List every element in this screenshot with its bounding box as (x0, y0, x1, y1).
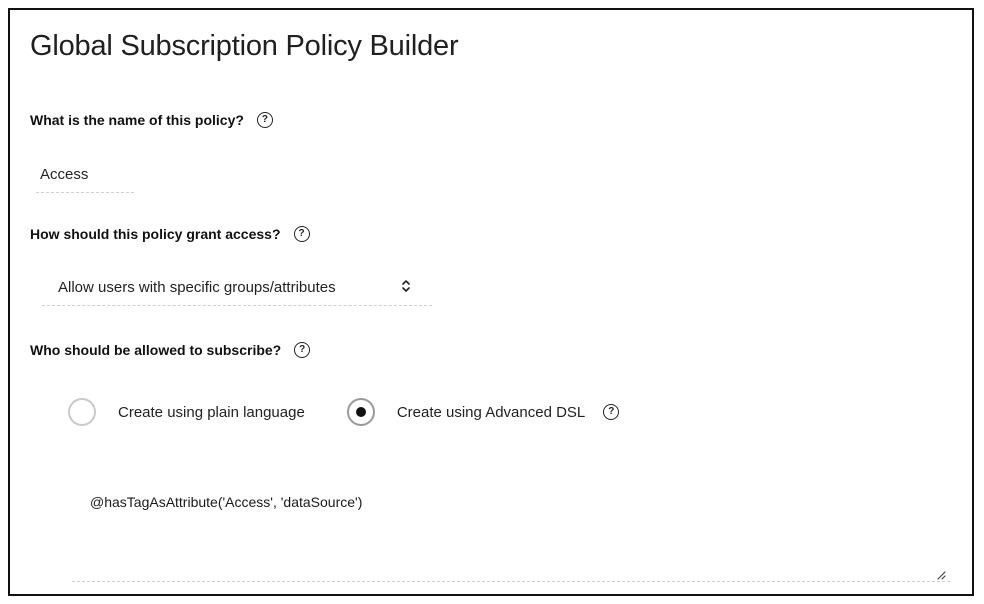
question-circle-icon[interactable]: ? (603, 404, 619, 420)
policy-mode-radio-group (68, 398, 619, 426)
policy-name-question-label: What is the name of this policy? (30, 112, 244, 128)
grant-access-selected-value: Allow users with specific groups/attributes (58, 279, 336, 296)
question-circle-icon[interactable]: ? (294, 226, 310, 242)
page-title: Global Subscription Policy Builder (30, 30, 459, 62)
subscribe-question-label: Who should be allowed to subscribe? (30, 342, 282, 358)
resize-handle-icon[interactable] (936, 570, 946, 580)
grant-access-question (30, 226, 310, 242)
grant-access-question-label: How should this policy grant access? (30, 226, 281, 242)
question-circle-icon[interactable]: ? (257, 112, 273, 128)
policy-builder-panel (8, 8, 974, 596)
policy-name-input[interactable] (36, 156, 134, 193)
policy-name-question (30, 112, 273, 128)
advanced-dsl-option (347, 398, 619, 426)
plain-language-radio[interactable] (68, 398, 96, 426)
advanced-dsl-radio[interactable] (347, 398, 375, 426)
question-circle-icon[interactable]: ? (294, 342, 310, 358)
plain-language-label[interactable]: Create using plain language (118, 403, 305, 421)
up-down-chevron-icon (400, 277, 412, 295)
subscribe-question (30, 342, 310, 358)
advanced-dsl-label[interactable]: Create using Advanced DSL (396, 403, 586, 421)
dsl-expression-textarea[interactable] (72, 478, 950, 582)
grant-access-select[interactable] (42, 270, 432, 306)
